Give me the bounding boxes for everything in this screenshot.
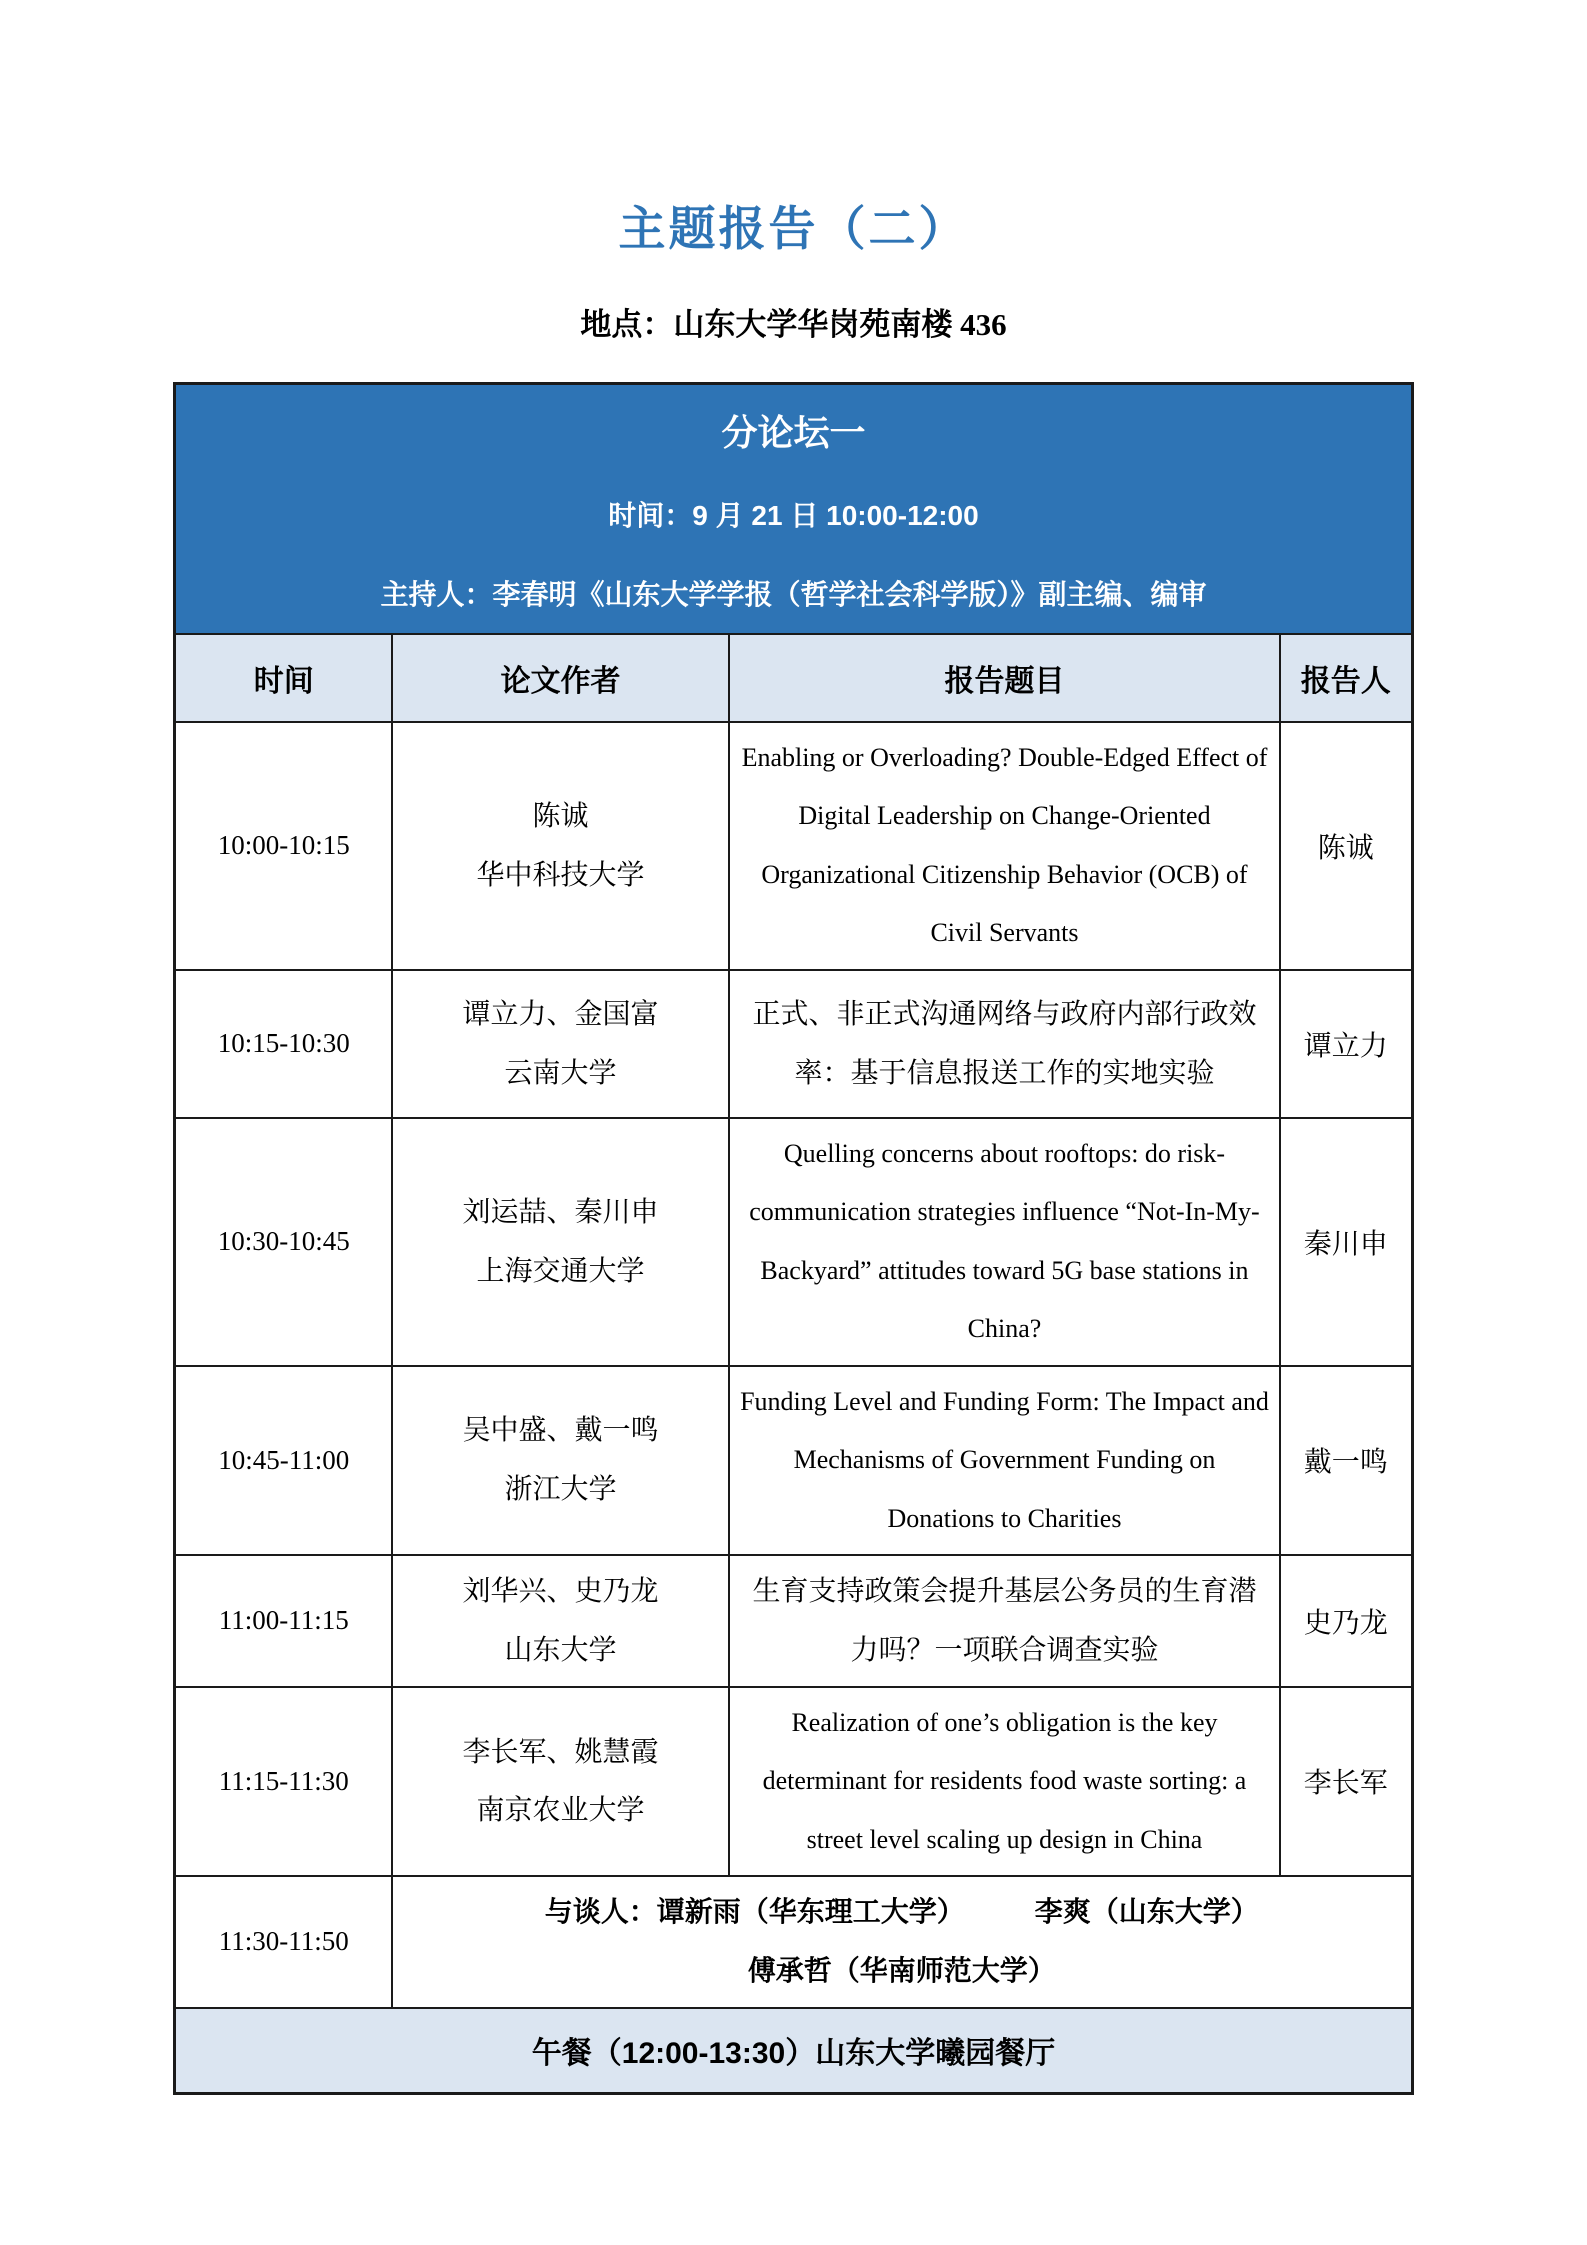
table-row — [175, 970, 1412, 1118]
author-affiliation: 上海交通大学 — [476, 1254, 645, 1286]
author-affiliation: 云南大学 — [504, 1056, 617, 1088]
presenter-name: 李长军 — [1280, 1687, 1412, 1877]
session-time: 11:00-11:15 — [175, 1555, 392, 1687]
forum-banner-cell — [175, 384, 1412, 634]
paper-title: 生育支持政策会提升基层公务员的生育潜力吗？一项联合调查实验 — [729, 1555, 1280, 1687]
column-header-time: 时间 — [175, 634, 392, 722]
session-time: 10:30-10:45 — [175, 1118, 392, 1366]
forum-time: 时间：9 月 21 日 10:00-12:00 — [608, 500, 979, 532]
table-header-row — [175, 634, 1412, 722]
author-affiliation: 华中科技大学 — [476, 858, 645, 890]
discussion-row — [175, 1876, 1412, 2008]
paper-title: Quelling concerns about rooftops: do risk-communication strategies influence “Not-In-My-Backyard” attitudes toward 5G base stations in China? — [729, 1118, 1280, 1366]
forum-name: 分论坛一 — [721, 412, 866, 453]
discussants-cell — [392, 1876, 1412, 2008]
session-time: 10:00-10:15 — [175, 722, 392, 970]
author-names: 刘华兴、史乃龙 — [462, 1575, 659, 1606]
author-affiliation: 浙江大学 — [504, 1473, 617, 1505]
author-affiliation: 山东大学 — [504, 1633, 617, 1665]
paper-authors — [392, 722, 729, 970]
session-time: 10:45-11:00 — [175, 1366, 392, 1556]
table-row — [175, 1118, 1412, 1366]
author-names: 谭立力、金国富 — [462, 997, 659, 1029]
table-row — [175, 722, 1412, 970]
author-names: 陈诚 — [532, 799, 589, 831]
page-title: 主题报告（二） — [618, 204, 969, 256]
presenter-name: 谭立力 — [1280, 970, 1412, 1118]
presenter-name: 秦川申 — [1280, 1118, 1412, 1366]
discussants-line2: 傅承哲（华南师范大学） — [747, 1954, 1056, 1986]
forum-host: 主持人：李春明《山东大学学报（哲学社会科学版）》副主编、编审 — [380, 578, 1207, 610]
program-table — [173, 382, 1413, 2095]
presenter-name: 陈诚 — [1280, 722, 1412, 970]
column-header-presenter: 报告人 — [1280, 634, 1412, 722]
session-time: 11:30-11:50 — [175, 1876, 392, 2008]
session-time: 11:15-11:30 — [175, 1687, 392, 1877]
paper-authors — [392, 1366, 729, 1556]
column-header-authors: 论文作者 — [392, 634, 729, 722]
paper-title: Funding Level and Funding Form: The Impact and Mechanisms of Government Funding on Donations to Charities — [729, 1366, 1280, 1556]
paper-authors — [392, 970, 729, 1118]
table-row — [175, 1687, 1412, 1877]
paper-authors — [392, 1555, 729, 1687]
column-header-title: 报告题目 — [729, 634, 1280, 722]
paper-title: 正式、非正式沟通网络与政府内部行政效率：基于信息报送工作的实地实验 — [729, 970, 1280, 1118]
paper-title: Enabling or Overloading? Double-Edged Effect of Digital Leadership on Change-Oriented Organizational Citizenship Behavior (OCB) of Civil Servants — [729, 722, 1280, 970]
paper-title: Realization of one’s obligation is the key determinant for residents food waste sorting: a street level scaling up design in China — [729, 1687, 1280, 1877]
lunch-row — [175, 2008, 1412, 2094]
author-names: 刘运喆、秦川申 — [462, 1195, 659, 1227]
paper-authors — [392, 1118, 729, 1366]
author-affiliation: 南京农业大学 — [476, 1794, 645, 1826]
paper-authors — [392, 1687, 729, 1877]
lunch-cell: 午餐（12:00-13:30）山东大学曦园餐厅 — [175, 2008, 1412, 2094]
presenter-name: 史乃龙 — [1280, 1555, 1412, 1687]
session-time: 10:15-10:30 — [175, 970, 392, 1118]
table-row — [175, 1366, 1412, 1556]
forum-banner-row — [175, 384, 1412, 634]
discussants-line1: 与谈人：谭新雨（华东理工大学） 李爽（山东大学） — [544, 1896, 1259, 1928]
presenter-name: 戴一鸣 — [1280, 1366, 1412, 1556]
table-row — [175, 1555, 1412, 1687]
venue-subtitle: 地点：山东大学华岗苑南楼 436 — [580, 307, 1007, 342]
author-names: 吴中盛、戴一鸣 — [462, 1414, 659, 1446]
author-names: 李长军、姚慧霞 — [462, 1735, 659, 1767]
